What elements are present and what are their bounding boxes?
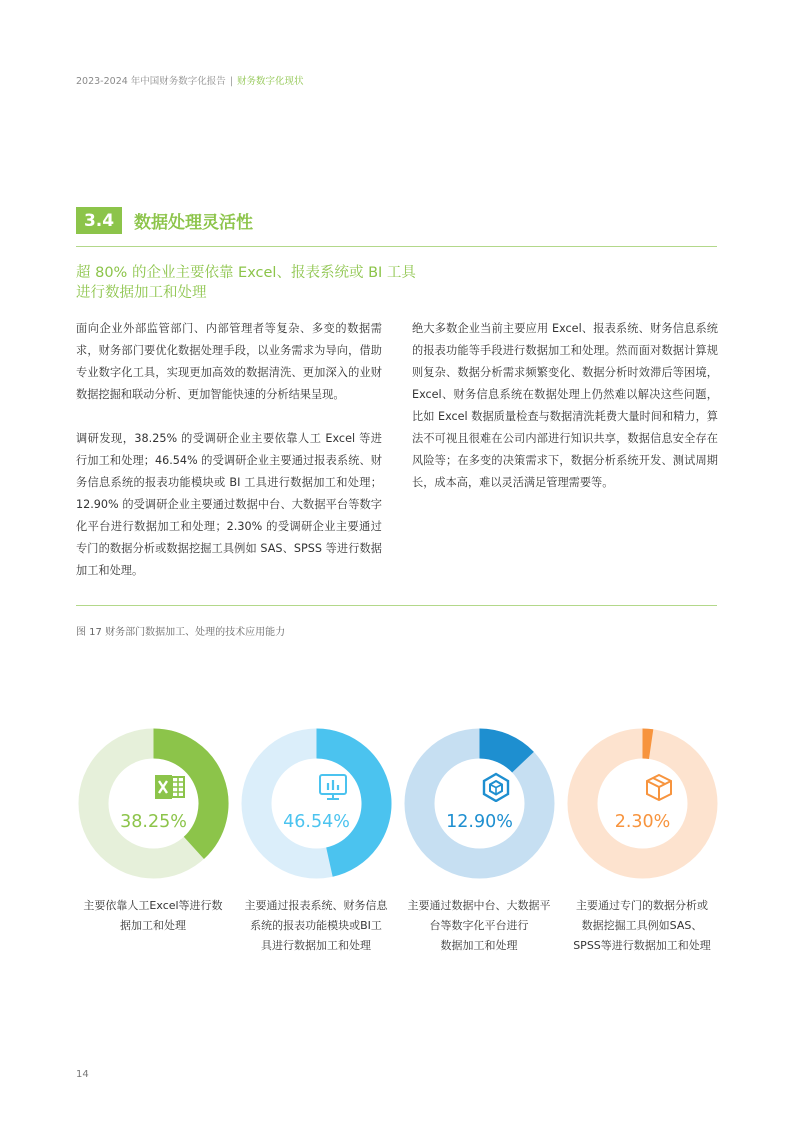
donut-value-label: 38.25% (120, 812, 187, 832)
donut-label-line: 主要通过报表系统、财务信息 (244, 899, 388, 912)
donut-slice (643, 744, 652, 745)
donut-label-line: 主要通过数据中台、大数据平 (407, 899, 551, 912)
right-paragraph-1: 绝大多数企业当前主要应用 Excel、报表系统、财务信息系统的报表功能等手段进行数据加工和处理。然而面对数据计算规则复杂、数据分析需求频繁变化、数据分析时效滞后等困境，Excel、财务信息系统在数据处理上仍然难以解决这些问题，比如 Excel 数据质量检查与数据清洗耗费大量时间和精力，算法不可视且很难在公司内部进行知识共享，数据信息安全存在风险等；在多变的决策需求下，数据分析系统开发、测试周期长，成本高，难以灵活满足管理需要等。 (412, 322, 718, 489)
running-header (76, 73, 304, 87)
left-column (76, 318, 382, 604)
donut-label-line: 数据加工和处理 (440, 939, 518, 952)
donut-label (398, 896, 560, 956)
donut-label-line: 系统的报表功能模块或BI工 (250, 919, 382, 932)
donut-chart-data-platform (404, 728, 555, 879)
donut-chart-report-system (241, 728, 392, 879)
report-title: 2023-2024 年中国财务数字化报告 (76, 76, 226, 87)
section-name: 数据处理灵活性 (134, 213, 253, 233)
left-paragraph-1: 面向企业外部监管部门、内部管理者等复杂、多变的数据需求，财务部门要优化数据处理手段，以业务需求为导向，借助专业数字化工具，实现更加高效的数据清洗、更加深入的业财数据挖掘和联动分析、更加智能快速的分析结果呈现。 (76, 322, 382, 401)
figure-caption: 图 17 财务部门数据加工、处理的技术应用能力 (76, 627, 286, 638)
donut-value-label: 2.30% (614, 812, 671, 832)
donut-label-line: 主要依靠人工Excel等进行数 (83, 899, 223, 912)
subheading-line-2: 进行数据加工和处理 (76, 285, 207, 301)
donut-chart-excel (78, 728, 229, 879)
left-paragraph-2: 调研发现，38.25% 的受调研企业主要依靠人工 Excel 等进行加工和处理；46.54% 的受调研企业主要通过报表系统、财务信息系统的报表功能模块或 BI 工具进行数据加工和处理；12.90% 的受调研企业主要通过数据中台、大数据平台等数字化平台进行数据加工和处理；2.30% 的受调研企业主要通过专门的数据分析或数据挖掘工具例如 SAS、SPSS 等进行数据加工和处理。 (76, 432, 382, 577)
donut-label (561, 896, 723, 956)
right-column (412, 318, 718, 516)
donut-chart-mining-tools (567, 728, 718, 879)
donut-value-label: 46.54% (283, 812, 350, 832)
section-divider (76, 246, 717, 247)
donut-track (583, 744, 703, 864)
donut-slice (480, 744, 523, 763)
subheading (76, 263, 536, 303)
donut-value-label: 12.90% (446, 812, 513, 832)
subheading-line-1: 超 80% 的企业主要依靠 Excel、报表系统或 BI 工具 (76, 265, 416, 281)
donut-label-line: 具进行数据加工和处理 (261, 939, 371, 952)
donut-label-line: 数据挖掘工具例如SAS、 (581, 919, 703, 932)
figure-divider (76, 605, 717, 606)
section-title (76, 207, 253, 234)
header-section-name: 财务数字化现状 (237, 76, 304, 87)
section-number: 3.4 (76, 207, 122, 234)
donut-label (235, 896, 397, 956)
header-separator: | (229, 76, 234, 87)
donut-label-line: 据加工和处理 (120, 919, 186, 932)
donut-label-line: 主要通过专门的数据分析或 (576, 899, 708, 912)
donut-label (72, 896, 234, 936)
donut-slice (317, 744, 377, 863)
donut-label-line: SPSS等进行数据加工和处理 (573, 939, 711, 952)
donut-label-line: 台等数字化平台进行 (429, 919, 529, 932)
page-number: 14 (76, 1069, 89, 1080)
